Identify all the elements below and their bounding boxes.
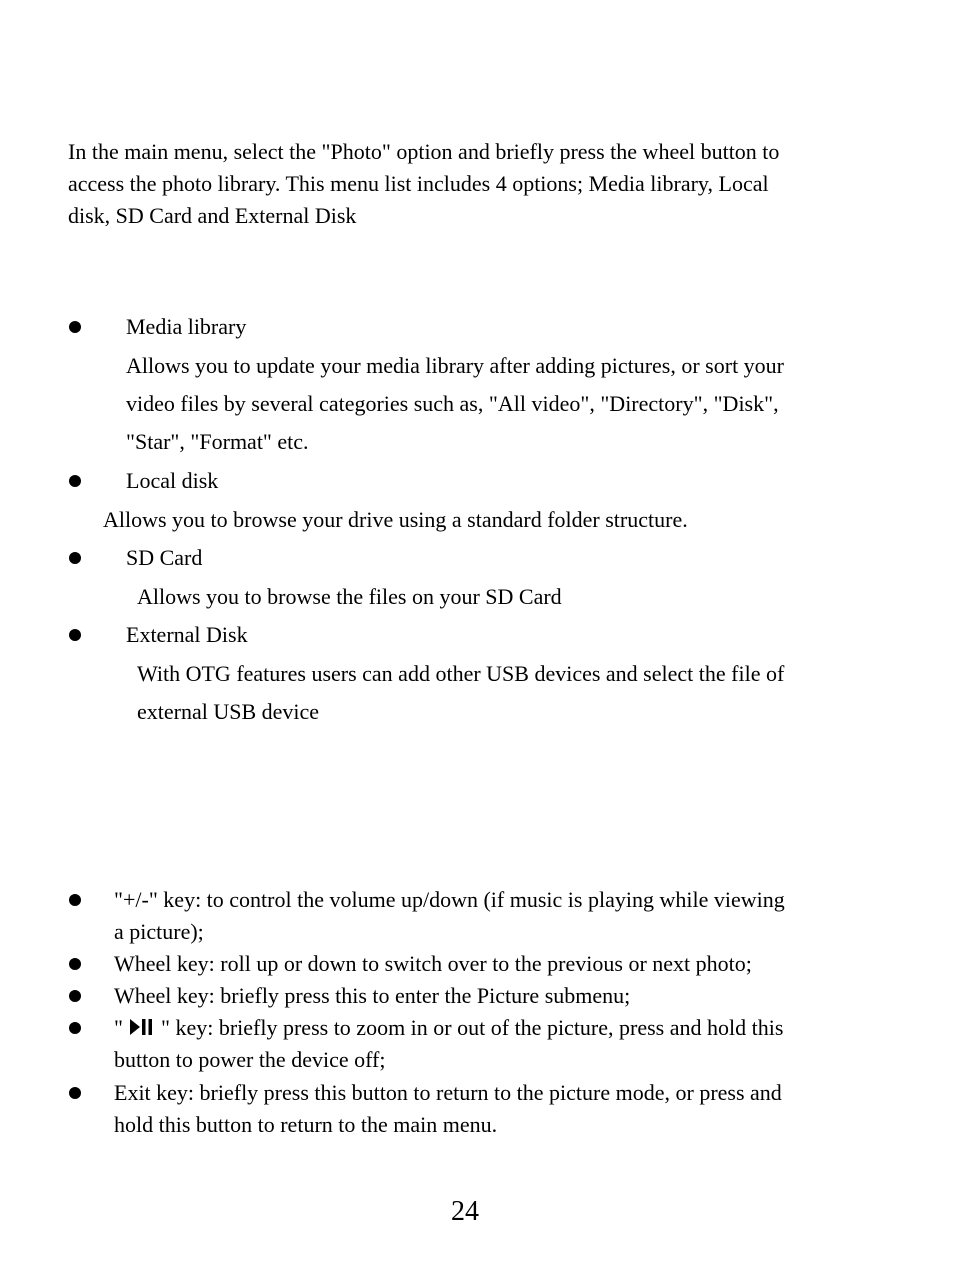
key-item-play-pause-cont: button to power the device off;: [114, 1047, 386, 1072]
play-pause-icon: [129, 1017, 155, 1037]
key-item-volume: "+/-" key: to control the volume up/down (if music is playing while viewing: [114, 887, 785, 912]
key-item-wheel-press: Wheel key: briefly press this to enter the Picture submenu;: [114, 983, 631, 1008]
bullet-icon: [69, 958, 81, 970]
option-desc-line: external USB device: [137, 699, 320, 724]
intro-line-3: disk, SD Card and External Disk: [68, 203, 357, 228]
bullet-icon: [69, 990, 81, 1002]
key-item-exit: Exit key: briefly press this button to return to the picture mode, or press and: [114, 1080, 782, 1105]
option-desc-line: Allows you to browse your drive using a standard folder structure.: [103, 507, 688, 532]
bullet-icon: [69, 894, 81, 906]
option-desc-line: "Star", "Format" etc.: [126, 429, 309, 454]
option-title-local-disk: Local disk: [126, 468, 219, 493]
option-desc-line: Allows you to update your media library after adding pictures, or sort your: [126, 353, 785, 378]
key-item-volume-cont: a picture);: [114, 919, 204, 944]
intro-line-2: access the photo library. This menu list includes 4 options; Media library, Local: [68, 171, 769, 196]
bullet-icon: [69, 475, 81, 487]
option-title-external-disk: External Disk: [126, 622, 248, 647]
bullet-icon: [69, 552, 81, 564]
option-desc-line: With OTG features users can add other USB devices and select the file of: [137, 661, 785, 686]
key-item-exit-cont: hold this button to return to the main menu.: [114, 1112, 498, 1137]
bullet-icon: [69, 1087, 81, 1099]
option-desc-line: video files by several categories such as, "All video", "Directory", "Disk",: [126, 391, 779, 416]
key-play-pause-text: " key: briefly press to zoom in or out of the picture, press and hold this: [160, 1015, 784, 1040]
option-desc-line: Allows you to browse the files on your SD Card: [137, 584, 562, 609]
option-title-sd-card: SD Card: [126, 545, 203, 570]
bullet-icon: [69, 321, 81, 333]
key-item-play-pause: [114, 1017, 783, 1039]
key-prefix-quote: ": [114, 1015, 123, 1040]
bullet-icon: [69, 1022, 81, 1034]
key-item-wheel-roll: Wheel key: roll up or down to switch over to the previous or next photo;: [114, 951, 752, 976]
page-number: 24: [451, 1196, 479, 1227]
option-title-media-library: Media library: [126, 314, 247, 339]
intro-line-1: In the main menu, select the "Photo" option and briefly press the wheel button to: [68, 139, 780, 164]
bullet-icon: [69, 629, 81, 641]
